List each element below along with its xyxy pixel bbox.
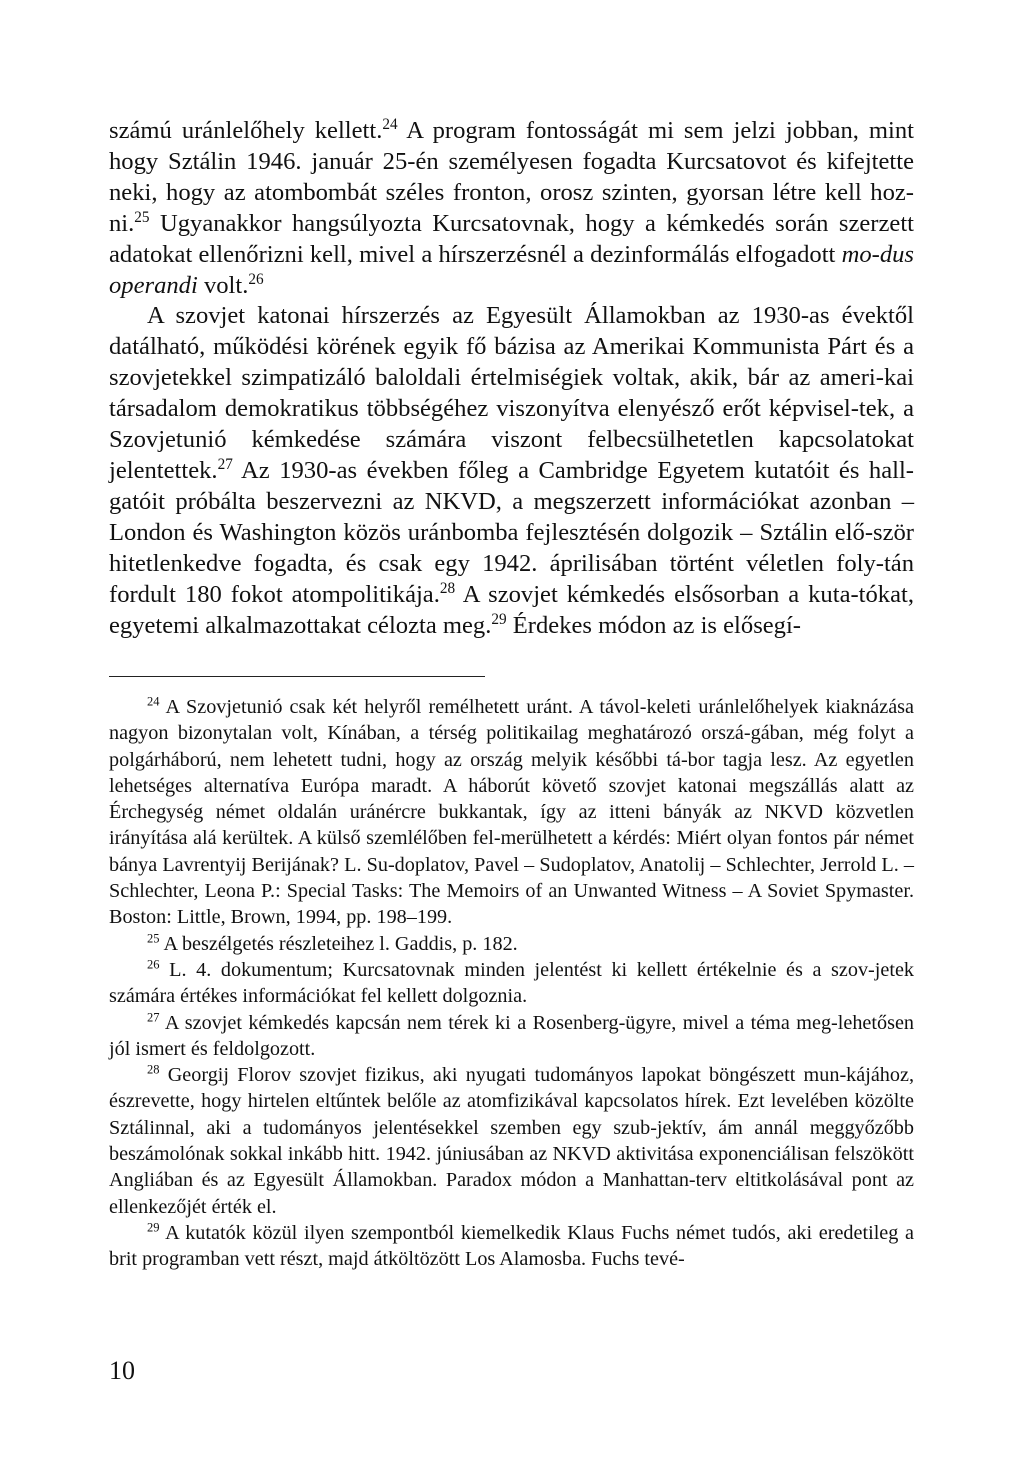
footnote-number: 26: [147, 957, 160, 972]
footnote-ref-27: 27: [217, 455, 233, 473]
footnote-text: A kutatók közül ilyen szempontból kiemelkedik Klaus Fuchs német tudós, aki eredetileg a brit programban vett részt, majd átköltözött Los Alamosba. Fuchs tevé-: [109, 1221, 914, 1271]
footnote-text: A beszélgetés részleteihez l. Gaddis, p. 182.: [159, 932, 518, 955]
footnote-text: A Szovjetunió csak két helyről remélhetett uránt. A távol-keleti uránlelőhelyek kiaknázása nagyon bizonytalan volt, Kínában, a térség politikailag meghatározó orszá-gában, még folyt a polgárháború, nem lehetett tudni, hogy az ország melyik későbbi tá-bor tagja lesz. Az egyetlen lehetséges alternatíva Európa maradt. A háborút követő szovjet katonai megszállás alatt az Érchegység német oldalán uránércre bukkantak, így az itteni bányák az NKVD közvetlen irányítása alá kerültek. A külső szemlélőben fel-merülhetett a kérdés: Miért olyan fontos pár német bánya Lavrentyij Berijának? L. Su-doplatov, Pavel – Sudoplatov, Anatolij – Schlechter, Jerrold L. – Schlechter, Leona P.: Special Tasks: The Memoirs of an Unwanted Witness – A Soviet Spymaster. Boston: Little, Brown, 1994, pp. 198–199.: [109, 696, 914, 929]
footnote-27: [109, 1010, 914, 1063]
footnote-24: [109, 694, 914, 931]
footnote-29: [109, 1220, 914, 1273]
footnote-25: [109, 931, 914, 957]
text-segment: volt.: [197, 271, 249, 299]
footnote-separator: [109, 676, 485, 677]
text-segment: A szovjet katonai hírszerzés az Egyesült Államokban az 1930-as évektől datálható, működési körének egyik fő bázisa az Amerikai Kommunista Párt és a szovjetekkel szimpatizáló baloldali értelmiségiek voltak, akik, bár az ameri-kai társadalom demokratikus többségéhez viszonyítva elenyésző erőt képvisel-tek, a Szovjetunió kémkedése számára viszont felbecsülhetetlen kapcsolatokat jelentettek.: [109, 302, 914, 484]
paragraph-2: [109, 301, 914, 641]
footnote-ref-28: 28: [439, 579, 456, 597]
italic-phrase: mo-dus operandi: [109, 240, 914, 299]
footnotes: [109, 694, 914, 1273]
footnote-ref-24: 24: [382, 115, 398, 133]
footnote-number: 28: [147, 1062, 160, 1077]
footnote-26: [109, 957, 914, 1010]
text-segment: Érdekes módon az is elősegí-: [506, 611, 801, 639]
footnote-text: L. 4. dokumentum; Kurcsatovnak minden jelentést ki kellett értékelnie és a szov-jetek számára értékes információkat fel kellett dolgoznia.: [109, 958, 914, 1008]
text-segment: számú uránlelőhely kellett.: [109, 117, 383, 144]
footnote-ref-25: 25: [134, 208, 150, 226]
footnote-ref-29: 29: [491, 610, 507, 628]
footnote-number: 27: [147, 1010, 160, 1025]
footnote-number: 29: [147, 1220, 160, 1235]
page-number: 10: [109, 1356, 135, 1385]
text-segment: Ugyanakkor hangsúlyozta Kurcsatovnak, hogy a kémkedés során szerzett adatokat ellenőrizni kell, mivel a hírszerzésnél a dezinformálás elfogadott: [109, 209, 914, 268]
main-text: [109, 116, 914, 641]
paragraph-1: [109, 116, 914, 301]
footnote-number: 25: [147, 931, 160, 946]
footnote-number: 24: [147, 694, 160, 709]
footnote-28: [109, 1062, 914, 1220]
text-segment: A szovjet kémkedés elsősorban a kuta-tókat, egyetemi alkalmazottakat célozta meg.: [109, 580, 914, 639]
text-segment: Az 1930-as években főleg a Cambridge Egyetem kutatóit és hall-gatóit próbálta beszervezni az NKVD, a megszerzett információkat azonban – London és Washington közös uránbomba fejlesztésén dolgozik – Sztálin elő-ször hitetlenkedve fogadta, és csak egy 1942. áprilisában történt véletlen foly-tán fordult 180 fokot atompolitikája.: [109, 456, 914, 608]
footnote-text: A szovjet kémkedés kapcsán nem térek ki a Rosenberg-ügyre, mivel a téma meg-lehetősen jól ismert és feldolgozott.: [109, 1011, 914, 1060]
footnote-text: Georgij Florov szovjet fizikus, aki nyugati tudományos lapokat böngészett mun-kájához, észrevette, hogy hirtelen eltűntek belőle az atomfizikával kapcsolatos hírek. Ezt levelében közölte Sztálinnal, aki a tudományos jelentésekkel szemben egy szub-jektív, ám annál meggyőzőbb beszámolónak sokkal inkább hitt. 1942. júniusában az NKVD aktivitása exponenciálisan felszökött Angliában és az Egyesült Államokban. Paradox módon a Manhattan-terv eltitkolásával pont az ellenkezőjét érték el.: [109, 1064, 914, 1218]
text-segment: A program fontosságát mi sem jelzi jobban, mint hogy Sztálin 1946. január 25-én személyesen fogadta Kurcsatovot és kifejtette neki, hogy az atombombát széles fronton, orosz szinten, gyorsan létre kell hoz-ni.: [109, 117, 914, 237]
footnote-ref-26: 26: [248, 270, 264, 288]
